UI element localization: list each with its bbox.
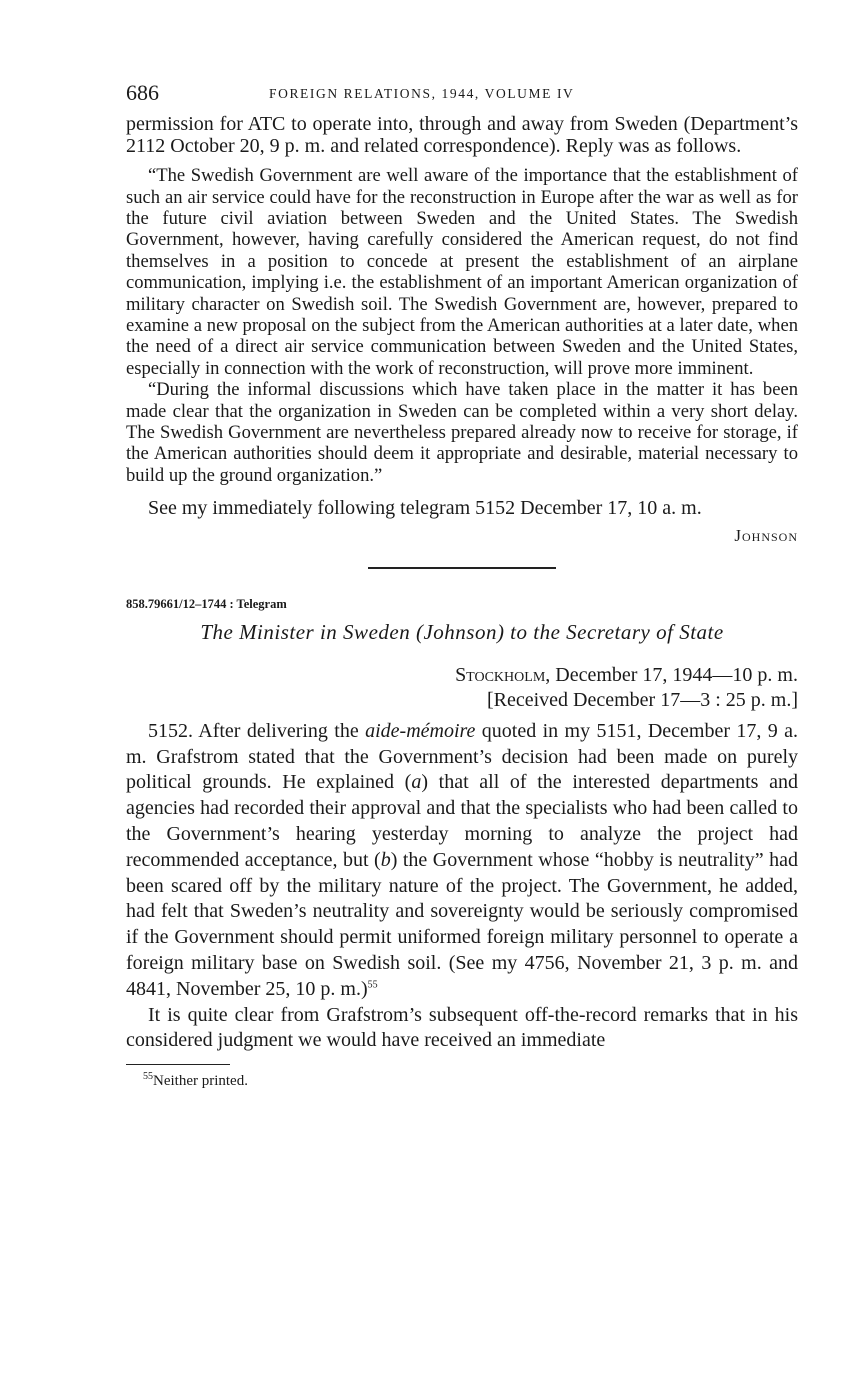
para1-part2: quoted in my 5151, December 17, 9 a. m. Grafstrom stated that the Government’s decision had been made on purely political grounds. He explained ( [126, 719, 798, 794]
aide-memoire-term: aide-mémoire [365, 719, 476, 742]
dateline-date: , December 17, 1944—10 p. m. [545, 663, 798, 686]
dateline [126, 663, 798, 688]
para1-part3: ) that all of the interested departments and agencies had recorded their approval and that the specialists who had been called to the Government’s hearing yesterday morning to analyze the project had recommended acceptance, but ( [126, 771, 798, 871]
file-number: 858.79661/12–1744 : Telegram [126, 596, 287, 611]
footnote-ref: 55 [367, 979, 378, 991]
page [126, 80, 798, 1090]
received-line: [Received December 17—3 : 25 p. m.] [486, 688, 798, 711]
para1-lead: 5152. After delivering the [148, 719, 366, 742]
footnote-text: Neither printed. [153, 1073, 248, 1090]
quote-paragraph-1: “The Swedish Government are well aware of the importance that the establishment of such an air service could have for the reconstruction in Europe after the war as well as for the future civil aviation between Sweden and the United States. The Swedish Government, however, having carefully considered the American request, do not find themselves in a position to concede at present the establishment of an airplane communication, implying i.e. the establishment of an important American organization of military character on Swedish soil. The Swedish Government are, however, prepared to examine a new proposal on the subject from the American authorities at a later date, when the need of a direct air service communication between Sweden and the United States, especially in connection with the work of reconstruction, will prove more imminent. [126, 165, 798, 379]
opening-paragraph: permission for ATC to operate into, through and away from Sweden (Department’s 2112 October 20, 9 p. m. and related correspondence). Reply was as follows. [126, 113, 798, 157]
section-divider [368, 567, 556, 569]
running-head: FOREIGN RELATIONS, 1944, VOLUME IV [269, 86, 575, 101]
document-title: The Minister in Sweden (Johnson) to the Secretary of State [200, 619, 724, 644]
dateline-place: Stockholm [455, 663, 546, 686]
footnote-divider [126, 1064, 230, 1065]
quote-paragraph-2: “During the informal discussions which have taken place in the matter it has been made clear that the organization in Sweden can be completed within a very short delay. The Swedish Government are nevertheless prepared already now to receive for storage, if the American authorities should deem it appropriate and desirable, material necessary to build up the ground organization.” [126, 379, 798, 486]
point-a: a [411, 771, 422, 794]
point-b: b [380, 848, 391, 871]
footnote [126, 1073, 798, 1090]
footnote-marker: 55 [143, 1071, 153, 1083]
page-header [126, 80, 798, 114]
page-number: 686 [126, 80, 159, 105]
para1-part4: ) the Government whose “hobby is neutrality” had been scared off by the military nature of the project. The Government, he added, had felt that Sweden’s neutrality and sovereignty would be seriously compromised if the Government should permit uniformed foreign military personnel to operate a foreign military base on Swedish soil. (See my 4756, November 21, 3 p. m. and 4841, November 25, 10 p. m.) [126, 848, 798, 1000]
closing-line: See my immediately following telegram 5152 December 17, 10 a. m. [148, 497, 702, 520]
signature: Johnson [734, 525, 798, 545]
telegram-paragraph-2: It is quite clear from Grafstrom’s subsequent off-the-record remarks that in his considered judgment we would have received an immediate [126, 1003, 798, 1052]
telegram-paragraph-1 [126, 719, 798, 1003]
